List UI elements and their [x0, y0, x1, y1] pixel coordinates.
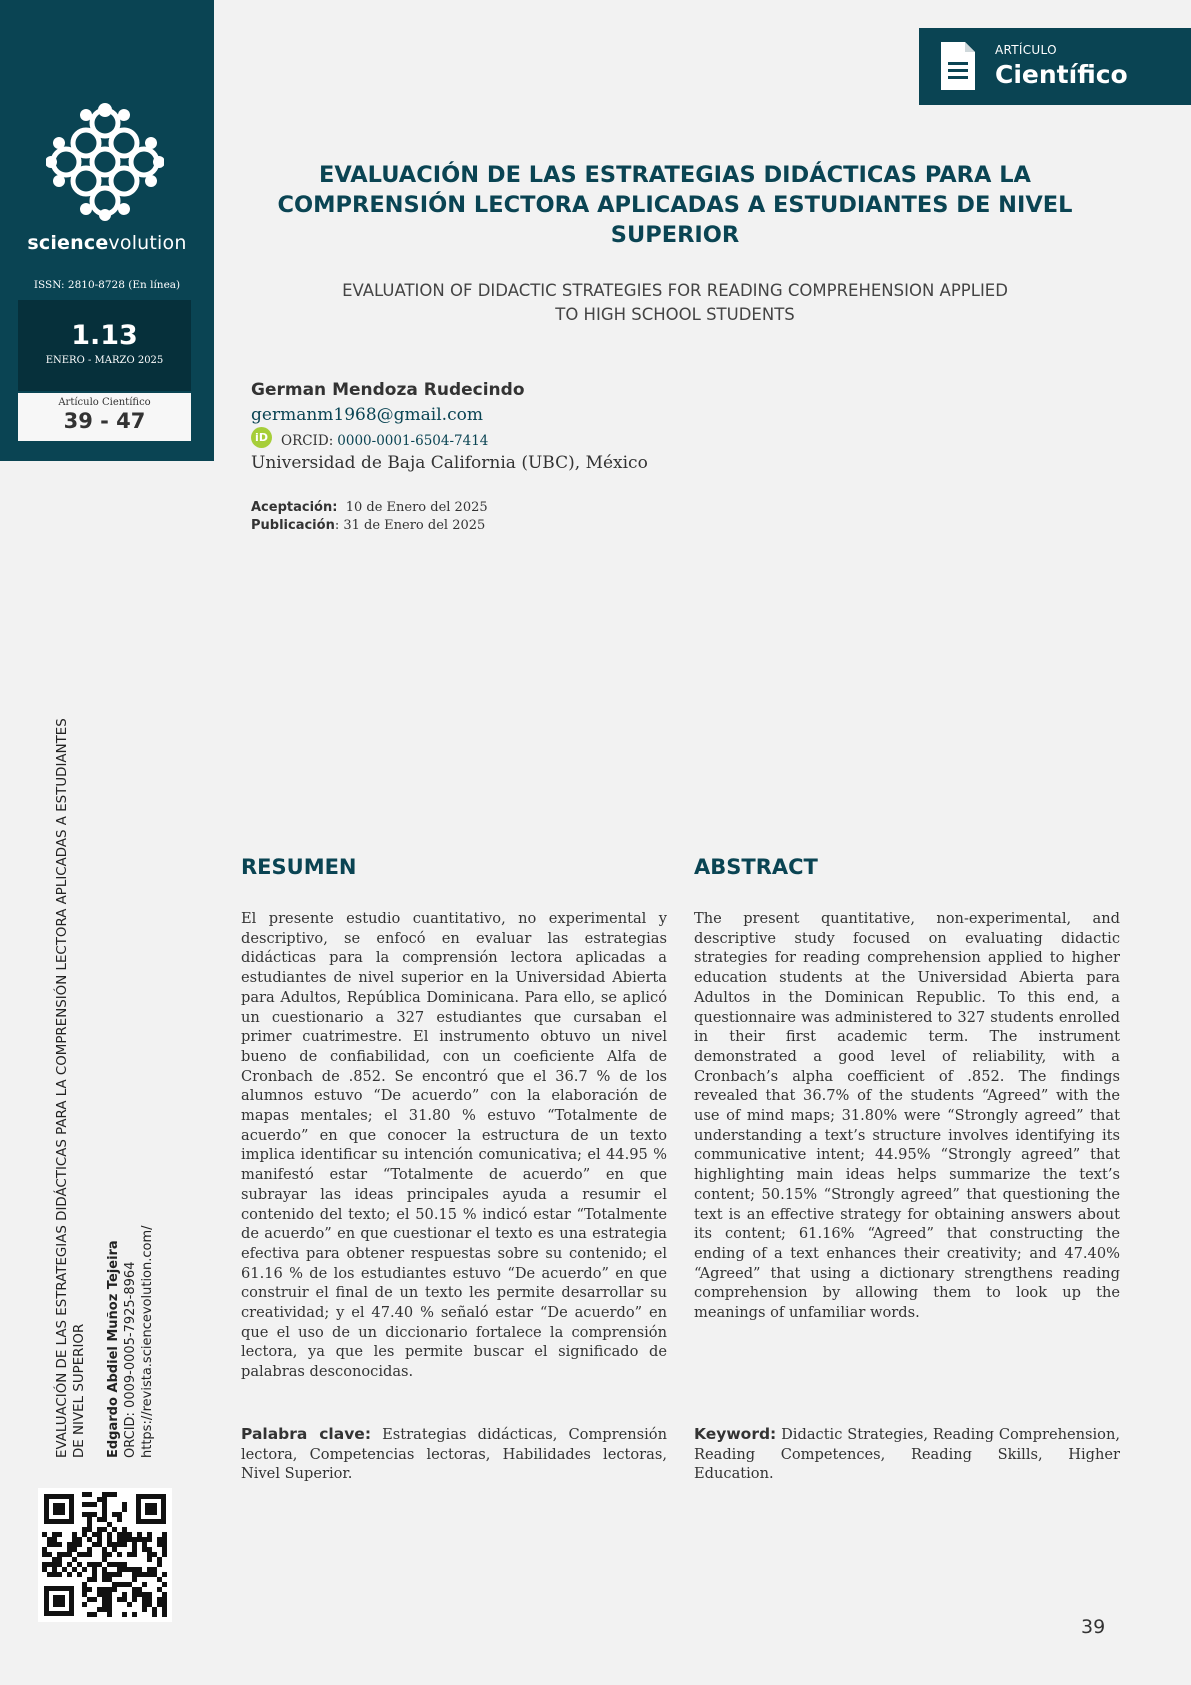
- coauthor-name: Edgardo Abdiel Muñoz Tejeira: [106, 1240, 121, 1458]
- badge-big-text: Científico: [995, 60, 1128, 89]
- qr-code-icon: [38, 1488, 172, 1622]
- keyword: [694, 1425, 1120, 1484]
- abstract-body: The present quantitative, non-experimental, and descriptive study focused on evaluating didactic strategies for reading comprehension applied to higher education students at the Universidad Abierta para Adultos in the Dominican Republic. To this end, a questionnaire was administered to 327 students enrolled in their first academic term. The instrument demonstrated a good level of reliability, with a Cronbach’s alpha coefficient of .852. The findings revealed that 36.7% of the students “Agreed” with the use of mind maps; 31.80% were “Strongly agreed” that understanding a text’s structure involves identifying its communicative intent; 44.95% “Strongly agreed” that highlighting main ideas helps summarize the text’s content; 50.15% “Strongly agreed” that questioning the text is an effective strategy for obtaining answers about its content; 61.16% “Agreed” that constructing the ending of a text enhances their creativity; and 47.40% “Agreed” that using a dictionary strengthens reading comprehension by allowing them to look up the meanings of unfamiliar words.: [694, 910, 1120, 1322]
- author-affiliation: Universidad de Baja California (UBC), México: [251, 453, 648, 473]
- journal-brand: [0, 232, 214, 254]
- coauthor-orcid: ORCID: 0009-0005-7925-8964: [123, 1261, 138, 1458]
- keyword-label: Keyword:: [694, 1425, 777, 1443]
- issue-number: 1.13: [71, 320, 138, 351]
- page-range: 39 - 47: [63, 409, 146, 433]
- resumen-column: [241, 855, 667, 1483]
- brand-bold: science: [27, 232, 109, 254]
- article-badge: [919, 28, 1191, 105]
- vertical-coauthor: [105, 1225, 156, 1458]
- resumen-body: El presente estudio cuantitativo, no experimental y descriptivo, se enfocó en evaluar las estrategias didácticas para la comprensión lectora aplicadas a estudiantes de nivel superior en la Universidad Abierta para Adultos, República Dominicana. Para ello, se aplicó un cuestionario a 327 estudiantes que cursaban el primer cuatrimestre. El instrumento obtuvo un nivel bueno de confiabilidad, con un coeficiente Alfa de Cronbach de .852. Se encontró que el 36.7 % de los alumnos estuvo “De acuerdo” con la elaboración de mapas mentales; el 31.80 % estuvo “Totalmente de acuerdo” en que conocer la estructura de un texto implica identificar su intención comunicativa; el 44.95 % manifestó estar “Totalmente de acuerdo” en que subrayar las ideas principales ayuda a resumir el contenido del texto; el 50.15 % indicó estar “Totalmente de acuerdo” en que cuestionar el texto es una estrategia efectiva para obtener respuestas sobre su contenido; el 61.16 % de los estudiantes estuvo “De acuerdo” en que construir el final de un texto les permite desarrollar su creatividad; y el 47.40 % señaló estar “De acuerdo” en que el uso de un diccionario fortalece la comprensión lectora, ya que les permite buscar el significado de palabras desconocidas.: [241, 910, 667, 1381]
- issue-period: ENERO - MARZO 2025: [45, 355, 164, 366]
- author-block: [251, 380, 648, 473]
- acceptance-date: 10 de Enero del 2025: [345, 500, 488, 515]
- article-type-label: Artículo Científico: [58, 397, 151, 408]
- pages-box: [18, 393, 191, 441]
- keyword-text: Didactic Strategies, Reading Comprehension, Reading Competences, Reading Skills, Higher Education.: [694, 1426, 1120, 1483]
- orcid-label: ORCID:: [281, 433, 334, 449]
- badge-small-text: ARTÍCULO: [995, 43, 1057, 57]
- palabra-clave-text: Estrategias didácticas, Comprensión lectora, Competencias lectoras, Habilidades lectoras, Nivel Superior.: [241, 1426, 667, 1483]
- abstract-column: [694, 855, 1120, 1483]
- resumen-heading: RESUMEN: [241, 855, 357, 879]
- document-icon: [939, 40, 977, 92]
- issue-box: [18, 300, 191, 391]
- journal-url[interactable]: https://revista.sciencevolution.com/: [140, 1225, 155, 1458]
- palabra-clave-label: Palabra clave:: [241, 1425, 372, 1443]
- vertical-title-line2: DE NIVEL SUPERIOR: [72, 1323, 87, 1458]
- palabra-clave: [241, 1425, 667, 1484]
- article-subtitle: EVALUATION OF DIDACTIC STRATEGIES FOR READING COMPREHENSION APPLIED TO HIGH SCHOOL STUDENTS: [342, 281, 1008, 324]
- abstract-heading: ABSTRACT: [694, 855, 818, 879]
- publication-date: : 31 de Enero del 2025: [334, 518, 486, 533]
- sciencevolution-logo-icon: [46, 103, 164, 221]
- orcid-link[interactable]: 0000-0001-6504-7414: [337, 433, 489, 449]
- page-number: 39: [1081, 1616, 1106, 1638]
- issn: ISSN: 2810-8728 (En línea): [33, 279, 181, 291]
- vertical-title-line1: EVALUACIÓN DE LAS ESTRATEGIAS DIDÁCTICAS PARA LA COMPRENSIÓN LECTORA APLICADAS A ESTUDIANTES: [55, 718, 70, 1458]
- brand-light: volution: [108, 232, 187, 254]
- vertical-running-title: [54, 718, 88, 1458]
- article-title: EVALUACIÓN DE LAS ESTRATEGIAS DIDÁCTICAS PARA LA COMPRENSIÓN LECTORA APLICADAS A ESTUDIANTES DE NIVEL SUPERIOR: [277, 162, 1073, 248]
- orcid-icon: iD: [251, 427, 272, 448]
- publication-label: Publicación: [251, 518, 335, 533]
- acceptance-label: Aceptación:: [251, 500, 338, 515]
- author-email[interactable]: germanm1968@gmail.com: [251, 405, 483, 425]
- dates-block: [251, 499, 488, 535]
- author-name: German Mendoza Rudecindo: [251, 380, 525, 400]
- journal-sidebar: [0, 0, 214, 461]
- orcid-row: [251, 429, 648, 453]
